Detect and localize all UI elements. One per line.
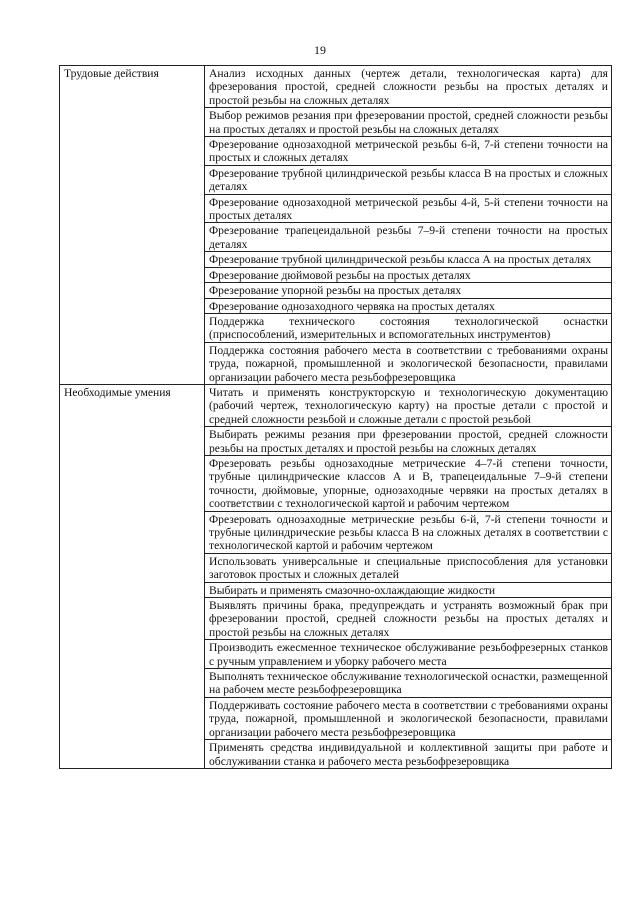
table-cell-item: Фрезерование трубной цилиндрической резьбы класса В на простых и сложных деталях	[205, 165, 612, 194]
table-cell-item: Фрезеровать однозаходные метрические резьбы 6-й, 7-й степени точности и трубные цилиндрические резьбы класса В на сложных деталях в соответствии с технологической картой и рабочим чертежом	[205, 511, 612, 553]
table-cell-item: Анализ исходных данных (чертеж детали, технологическая карта) для фрезерования простой, средней сложности резьбы на простых деталях и простой резьбы на сложных деталях	[205, 66, 612, 108]
table-cell-item: Выявлять причины брака, предупреждать и устранять возможный брак при фрезеровании простой, средней сложности резьбы на простых деталях и простой резьбы на сложных деталях	[205, 598, 612, 640]
table-cell-item: Выбирать и применять смазочно-охлаждающие жидкости	[205, 582, 612, 597]
table-cell-item: Фрезерование однозаходной метрической резьбы 6-й, 7-й степени точности на простых и сложных деталях	[205, 137, 612, 166]
requirements-table-body	[60, 66, 612, 769]
table-cell-item: Выполнять техническое обслуживание технологической оснастки, размещенной на рабочем месте резьбофрезеровщика	[205, 669, 612, 698]
table-cell-item: Фрезерование упорной резьбы на простых деталях	[205, 283, 612, 298]
table-cell-item: Фрезерование дюймовой резьбы на простых деталях	[205, 267, 612, 282]
table-cell-item: Фрезеровать резьбы однозаходные метрические 4–7-й степени точности, трубные цилиндрические классов А и В, трапецеидальные 7–9-й степени точности, дюймовые, упорные, однозаходные червяки на простых деталях в соответствии с технологической картой и рабочим чертежом	[205, 455, 612, 511]
table-cell-item: Поддержка технического состояния технологической оснастки (приспособлений, измерительных и вспомогательных инструментов)	[205, 313, 612, 342]
page-number: 19	[314, 43, 326, 57]
table-cell-item: Выбирать режимы резания при фрезеровании простой, средней сложности резьбы на простых деталях и простой резьбы на сложных деталях	[205, 427, 612, 456]
table-cell-item: Производить ежесменное техническое обслуживание резьбофрезерных станков с ручным управлением и уборку рабочего места	[205, 640, 612, 669]
table-cell-item: Фрезерование однозаходной метрической резьбы 4-й, 5-й степени точности на простых деталях	[205, 194, 612, 223]
table-cell-item: Использовать универсальные и специальные приспособления для установки заготовок простых и сложных деталей	[205, 553, 612, 582]
table-cell-item: Выбор режимов резания при фрезеровании простой, средней сложности резьбы на простых деталях и простой резьбы на сложных деталях	[205, 108, 612, 137]
section-label: Необходимые умения	[60, 384, 205, 768]
table-cell-item: Поддерживать состояние рабочего места в соответствии с требованиями охраны труда, пожарной, промышленной и экологической безопасности, правилами организации рабочего места резьбофрезеровщика	[205, 697, 612, 739]
table-row	[60, 66, 612, 108]
table-cell-item: Фрезерование трапецеидальной резьбы 7–9-й степени точности на простых деталях	[205, 223, 612, 252]
requirements-table	[59, 65, 612, 769]
table-cell-item: Фрезерование трубной цилиндрической резьбы класса А на простых деталях	[205, 252, 612, 267]
table-cell-item: Читать и применять конструкторскую и технологическую документацию (рабочий чертеж, технологическую карту) на простые детали с простой и средней сложности резьбой и сложные детали с простой резьбой	[205, 384, 612, 426]
table-row	[60, 384, 612, 426]
table-cell-item: Поддержка состояния рабочего места в соответствии с требованиями охраны труда, пожарной, промышленной и экологической безопасности, правилами организации рабочего места резьбофрезеровщика	[205, 342, 612, 384]
table-cell-item: Фрезерование однозаходного червяка на простых деталях	[205, 298, 612, 313]
table-cell-item: Применять средства индивидуальной и коллективной защиты при работе и обслуживании станка и рабочего места резьбофрезеровщика	[205, 740, 612, 769]
section-label: Трудовые действия	[60, 66, 205, 385]
